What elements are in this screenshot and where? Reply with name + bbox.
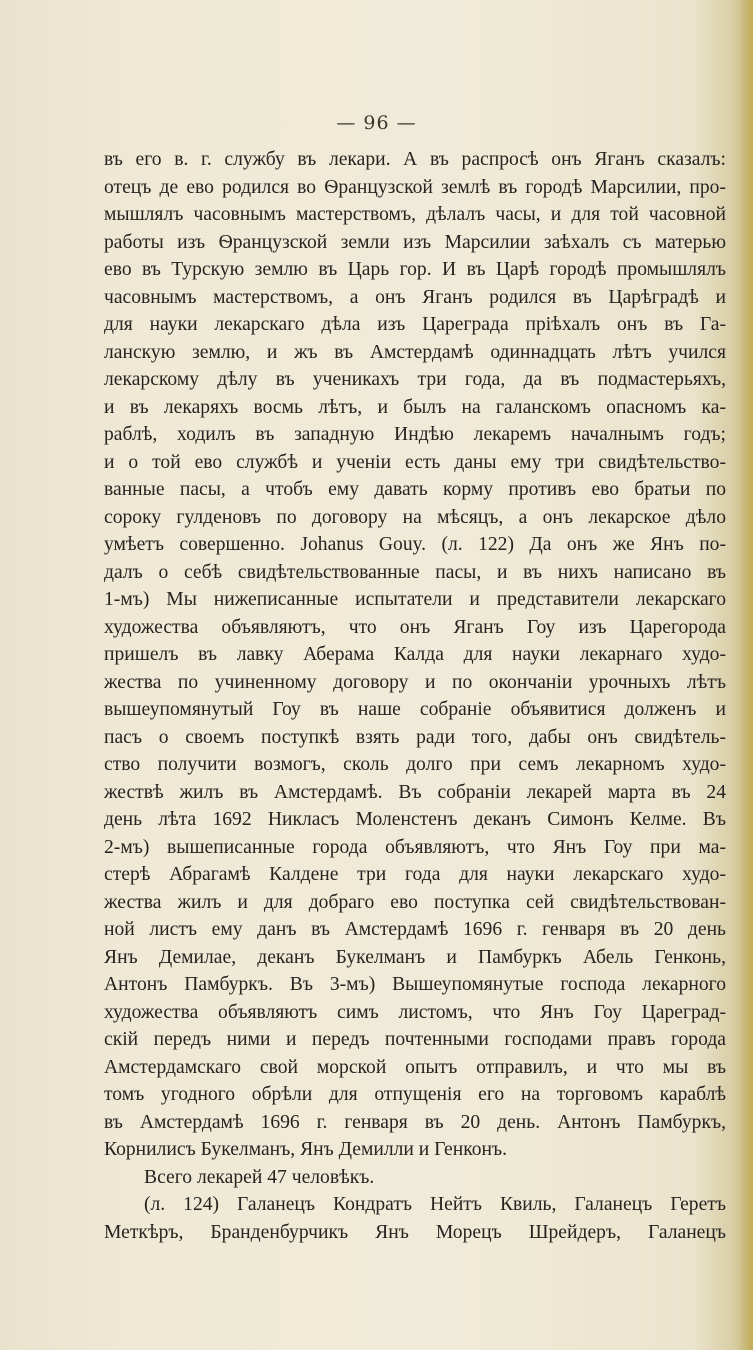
text-line: пришелъ въ лавку Аберама Калда для науки лекарнаго худо- [104,644,726,665]
text-line: лекарскому дѣлу въ ученикахъ три года, да въ подмастерьяхъ, [104,369,726,390]
text-line: жества жилъ и для добраго ево поступка сей свидѣтельствован- [104,891,726,913]
text-line: и о той ево службѣ и ученiи есть даны ему три свидѣтельство- [104,451,726,473]
text-line: пасъ о своемъ поступкѣ взять ради того, дабы онъ свидѣтель- [104,726,726,748]
body-text [104,146,726,1246]
page-edge-shadow [739,0,753,1350]
text-line: вышеупомянутый Гоу въ наше собранiе объявитися долженъ и [104,699,726,720]
text-line: ево въ Турскую землю въ Царь гор. И въ Царѣ городѣ промышлялъ [104,259,726,280]
text-line: далъ о себѣ свидѣтельствованные пасы, и въ нихъ написано въ [104,561,726,583]
text-line: художества объявляютъ, что онъ Яганъ Гоу изъ Цaрегорода [104,616,726,638]
text-line: жествѣ жилъ въ Амстердамѣ. Въ собранiи лекарей марта въ 24 [104,781,726,803]
text-line: художества объявляютъ симъ листомъ, что Янъ Гоу Цареград- [104,1001,726,1023]
text-line: Янъ Демилае, деканъ Букелманъ и Памбуркъ Абель Генконь, [104,946,726,968]
page-number: — 96 — [336,112,417,134]
text-line: раблѣ, ходилъ въ западную Индѣю лекаремъ началнымъ годъ; [104,424,726,445]
text-line: томъ угодного обрѣли для отпущенiя его на торговомъ караблѣ [104,1084,726,1105]
text-line: умѣетъ совершенно. Johanus Gouy. (л. 122) Да онъ же Янъ по- [104,534,726,555]
text-line: мышлялъ часовнымъ мастерствомъ, дѣлалъ часы, и для той часовной [104,204,726,225]
text-line: Амстердамскаго свой морской опытъ отправилъ, и что мы въ [104,1056,726,1078]
text-line: жества по учиненному договору и по окончанiи урочныхъ лѣтъ [104,671,726,693]
text-line: и въ лекаряхъ восмь лѣтъ, и былъ на галанскомъ опасномъ ка- [104,396,726,418]
text-line: 2-мъ) вышеписанные города объявляютъ, что Янъ Гоу при ма- [104,836,726,858]
text-line: 1-мъ) Мы нижеписанные испытатели и представители лекарскаго [104,589,726,610]
text-line: часовнымъ мастерствомъ, а онъ Яганъ родился въ Царѣградѣ и [104,286,726,308]
text-line: сороку гулденовъ по договору на мѣсяцъ, а онъ лекарское дѣло [104,506,726,528]
text-line: для науки лекарскаго дѣла изъ Цареграда прiѣхалъ онъ въ Га- [104,314,726,335]
text-line: Корнилисъ Букелманъ, Янъ Демилли и Генконъ. [104,1139,508,1160]
text-line: отецъ де ево родился во Ѳранцузской землѣ въ городѣ Марсилии, про- [104,176,726,198]
text-line: Меткѣръ, Бранденбурчикъ Янъ Морецъ Шрейдеръ, Галанецъ [104,1221,726,1243]
text-line: ной листъ ему данъ въ Амстердамѣ 1696 г. генваря въ 20 день [104,919,726,940]
text-line: (л. 124) Галанецъ Кондратъ Нейтъ Квиль, Галанецъ Геретъ [144,1194,726,1215]
text-line: ство получити возмогъ, сколь долго при семъ лекарномъ худо- [104,754,726,775]
text-line: день лѣта 1692 Никласъ Моленстенъ деканъ Симонъ Келме. Въ [104,809,726,830]
text-line: въ Амстердамѣ 1696 г. генваря въ 20 день. Антонъ Памбуркъ, [104,1111,726,1133]
text-line: работы изъ Ѳранцузской земли изъ Марсилии заѣхалъ съ матерью [104,231,726,253]
text-line: скiй передъ ними и передъ почтенными господами правъ города [104,1029,726,1050]
text-line: ланскую землю, и жъ въ Амстердамѣ одиннадцать лѣтъ учился [104,341,726,363]
text-line: Всего лекарей 47 человѣкъ. [144,1166,375,1188]
text-line: въ его в. г. службу въ лекари. А въ распросѣ онъ Яганъ сказалъ: [104,149,726,170]
text-line: Антонъ Памбуркъ. Въ 3-мъ) Вышеупомянутые господа лекарного [104,974,726,995]
text-line: ванные пасы, а чтобъ ему давать корму противъ ево братьи по [104,479,726,500]
text-line: стерѣ Абрагамѣ Калдене три года для науки лекарскаго худо- [104,864,726,885]
